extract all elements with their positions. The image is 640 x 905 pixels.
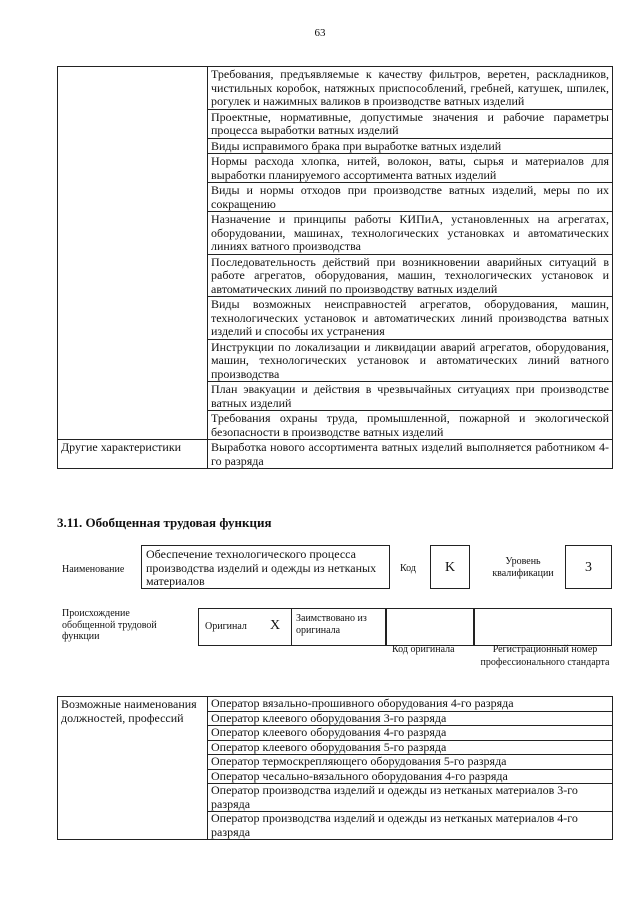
code-original-caption: Код оригинала: [392, 644, 455, 655]
origin-label: Происхождение обобщенной трудовой функции: [62, 608, 157, 642]
requirement-text: Виды возможных неисправностей агрегатов, оборудования, машин, технологических установок и автоматических линий производства ватных изделий и способы их устранения: [208, 297, 613, 340]
requirement-text: Требования, предъявляемые к качеству фильтров, веретен, раскладников, чистильных коробок, натяжных приспособлений, гребней, катушек, шпилек, рогулек и нажимных валиков в производстве ватных изделий: [208, 67, 613, 110]
code-value: K: [444, 560, 456, 575]
requirement-text: Инструкции по локализации и ликвидации аварий агрегатов, оборудования, машин, технологических установок и автоматических линий ватного производства: [208, 339, 613, 382]
level-label: Уровень квалификации: [492, 556, 554, 579]
requirements-table: [57, 66, 613, 469]
level-value: 3: [585, 560, 592, 575]
requirement-text: Виды исправимого брака при выработке ватных изделий: [208, 138, 613, 154]
original-label: Оригинал: [205, 621, 247, 632]
profession-item: Оператор термоскрепляющего оборудования 5-го разряда: [208, 754, 612, 769]
reg-number-caption: Регистрационный номер профессионального стандарта: [480, 644, 610, 668]
profession-item: Оператор клеевого оборудования 4-го разряда: [208, 725, 612, 740]
origin-box: [198, 608, 386, 646]
reg-number-box: [474, 608, 612, 646]
profession-item: Оператор чесально-вязального оборудования 4-го разряда: [208, 769, 612, 784]
borrowed-label: Заимствовано из оригинала: [296, 613, 367, 636]
professions-label: Возможные наименования должностей, профессий: [58, 697, 208, 840]
profession-item: Оператор производства изделий и одежды из нетканых материалов 3-го разряда: [208, 783, 612, 811]
original-mark: X: [270, 618, 281, 633]
function-name: Обеспечение технологического процесса производства изделий и одежды из нетканых материалов: [146, 547, 377, 588]
page-number: 63: [314, 27, 326, 39]
profession-item: Оператор клеевого оборудования 3-го разряда: [208, 711, 612, 726]
other-characteristics-value: Выработка нового ассортимента ватных изделий выполняется работником 4-го разряда: [208, 440, 613, 469]
professions-table: [57, 696, 613, 840]
section-title: 3.11. Обобщенная трудовая функция: [57, 515, 272, 530]
requirement-row: [58, 67, 613, 110]
other-characteristics-row: [58, 440, 613, 469]
requirement-text: Нормы расхода хлопка, нитей, волокон, ваты, сырья и материалов для выработки планируемого ассортимента ватных изделий: [208, 154, 613, 183]
profession-item: Оператор клеевого оборудования 5-го разряда: [208, 740, 612, 755]
other-characteristics-label: Другие характеристики: [58, 440, 208, 469]
profession-item: Оператор вязально-прошивного оборудования 4-го разряда: [211, 696, 514, 710]
requirement-text: Виды и нормы отходов при производстве ватных изделий, меры по их сокращению: [208, 183, 613, 212]
level-box: [565, 545, 612, 589]
function-name-box: [141, 545, 390, 589]
name-label: Наименование: [62, 564, 125, 575]
professions-list: [208, 697, 613, 840]
requirement-text: Последовательность действий при возникновении аварийных ситуаций в работе агрегатов, оборудования, машин, технологических установок и автоматических линий по производству ватных изделий: [208, 254, 613, 297]
requirement-text: План эвакуации и действия в чрезвычайных ситуациях при производстве ватных изделий: [208, 382, 613, 411]
code-label: Код: [400, 563, 416, 574]
code-box: [430, 545, 470, 589]
requirement-text: Требования охраны труда, промышленной, пожарной и экологической безопасности в производстве ватных изделий: [208, 411, 613, 440]
profession-item: Оператор производства изделий и одежды из нетканых материалов 4-го разряда: [208, 811, 612, 839]
original-cell: [199, 609, 292, 645]
code-original-box: [386, 608, 474, 646]
requirement-text: Назначение и принципы работы КИПиА, установленных на агрегатах, оборудовании, машинах, технологических установках и автоматических линиях ватного производства: [208, 212, 613, 255]
requirements-label-cell: [58, 67, 208, 440]
requirement-text: Проектные, нормативные, допустимые значения и рабочие параметры процесса выработки ватных изделий: [208, 109, 613, 138]
